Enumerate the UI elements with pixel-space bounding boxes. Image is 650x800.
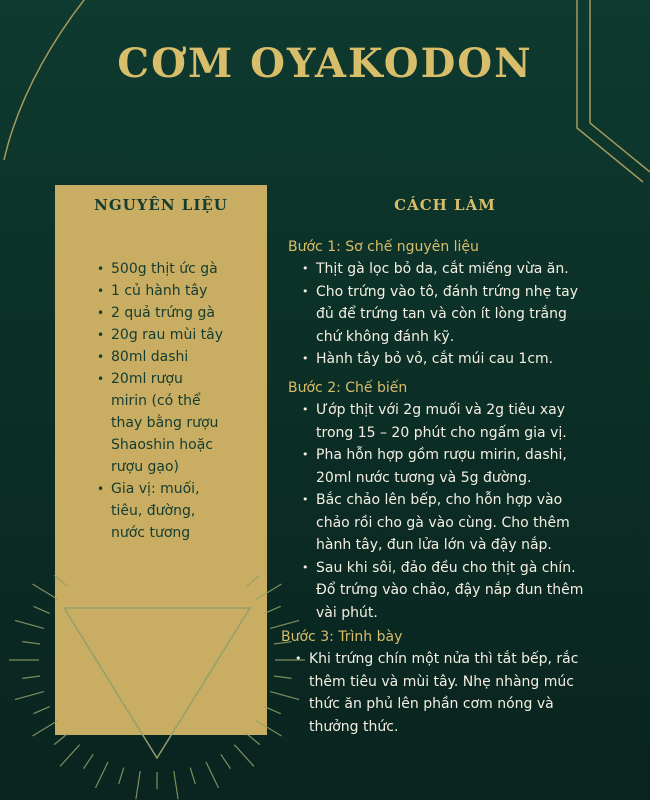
sunburst-ray — [264, 606, 280, 613]
sunburst-ray — [136, 771, 140, 799]
sunburst-ray — [256, 721, 281, 736]
sunburst-ray — [96, 762, 109, 788]
step-item: • Sau khi sôi, đảo đều cho thịt gà chín. Đổ trứng vào chảo, đậy nắp đun thêm vài phút. — [302, 557, 584, 625]
ingredient-item: • Gia vị: muối, tiêu, đường, nước tương — [97, 478, 221, 544]
step-item: • Bắc chảo lên bếp, cho hỗn hợp vào chảo rồi cho gà vào cùng. Cho thêm hành tây, đun lửa lớn và đậy nắp. — [302, 489, 584, 557]
sunburst-ray — [22, 676, 40, 678]
sunburst-ray — [190, 768, 195, 784]
ingredient-item: • 20g rau mùi tây — [97, 324, 262, 346]
method-step-1 — [288, 236, 588, 371]
ingredient-item: • 20ml rượu mirin (có thể thay bằng rượu Shaoshin hoặc rượu gạo) — [97, 368, 221, 478]
sunburst-ray — [246, 575, 260, 586]
step-item: • Khi trứng chín một nửa thì tắt bếp, rắc thêm tiêu và mùi tây. Nhẹ nhàng múc thức ăn phủ lên phần cơm nóng và thưởng thức. — [295, 648, 579, 738]
method-step-3 — [281, 626, 583, 738]
method-heading: CÁCH LÀM — [394, 196, 496, 214]
step-item: • Ướp thịt với 2g muối và 2g tiêu xay trong 15 – 20 phút cho ngấm gia vị. — [302, 399, 584, 444]
ingredient-item: • 2 quả trứng gà — [97, 302, 262, 324]
ingredient-item: • 80ml dashi — [97, 346, 262, 368]
step-list — [295, 648, 579, 738]
step-heading: Bước 2: Chế biến — [288, 380, 408, 396]
sunburst-ray — [60, 745, 80, 767]
sunburst-ray — [33, 707, 49, 714]
sunburst-ray — [264, 707, 280, 714]
step-item: • Thịt gà lọc bỏ da, cắt miếng vừa ăn. — [302, 258, 584, 281]
sunburst-ray — [54, 733, 68, 744]
sunburst-ray — [234, 745, 254, 767]
step-heading: Bước 1: Sơ chế nguyên liệu — [288, 239, 479, 255]
sunburst-ray — [84, 754, 94, 768]
sunburst-ray — [33, 606, 49, 613]
page-title: CƠM OYAKODON — [117, 40, 533, 87]
sunburst-ray — [22, 642, 40, 644]
sunburst-ray — [256, 584, 281, 599]
sunburst-ray — [221, 754, 231, 768]
ingredient-item: • 500g thịt ức gà — [97, 258, 262, 280]
step-list — [302, 399, 584, 624]
sunburst-ray — [206, 762, 219, 788]
sunburst-ray — [119, 768, 124, 784]
ingredient-item: • 1 củ hành tây — [97, 280, 262, 302]
sunburst-ray — [33, 584, 58, 599]
ingredients-heading: NGUYÊN LIỆU — [94, 196, 228, 214]
step-item: • Hành tây bỏ vỏ, cắt múi cau 1cm. — [302, 348, 584, 371]
sunburst-ray — [54, 575, 68, 586]
ingredients-list — [97, 258, 262, 544]
step-item: • Pha hỗn hợp gồm rượu mirin, dashi, 20ml nước tương và 5g đường. — [302, 444, 584, 489]
sunburst-ray — [174, 771, 178, 799]
sunburst-ray — [15, 620, 44, 628]
step-list — [302, 258, 584, 371]
sunburst-ray — [15, 692, 44, 700]
step-heading: Bước 3: Trình bày — [281, 629, 403, 645]
method-step-2 — [288, 377, 588, 624]
sunburst-ray — [33, 721, 58, 736]
sunburst-ray — [246, 733, 260, 744]
step-item: • Cho trứng vào tô, đánh trứng nhẹ tay đủ để trứng tan và còn ít lòng trắng chứ không đánh kỹ. — [302, 281, 584, 349]
